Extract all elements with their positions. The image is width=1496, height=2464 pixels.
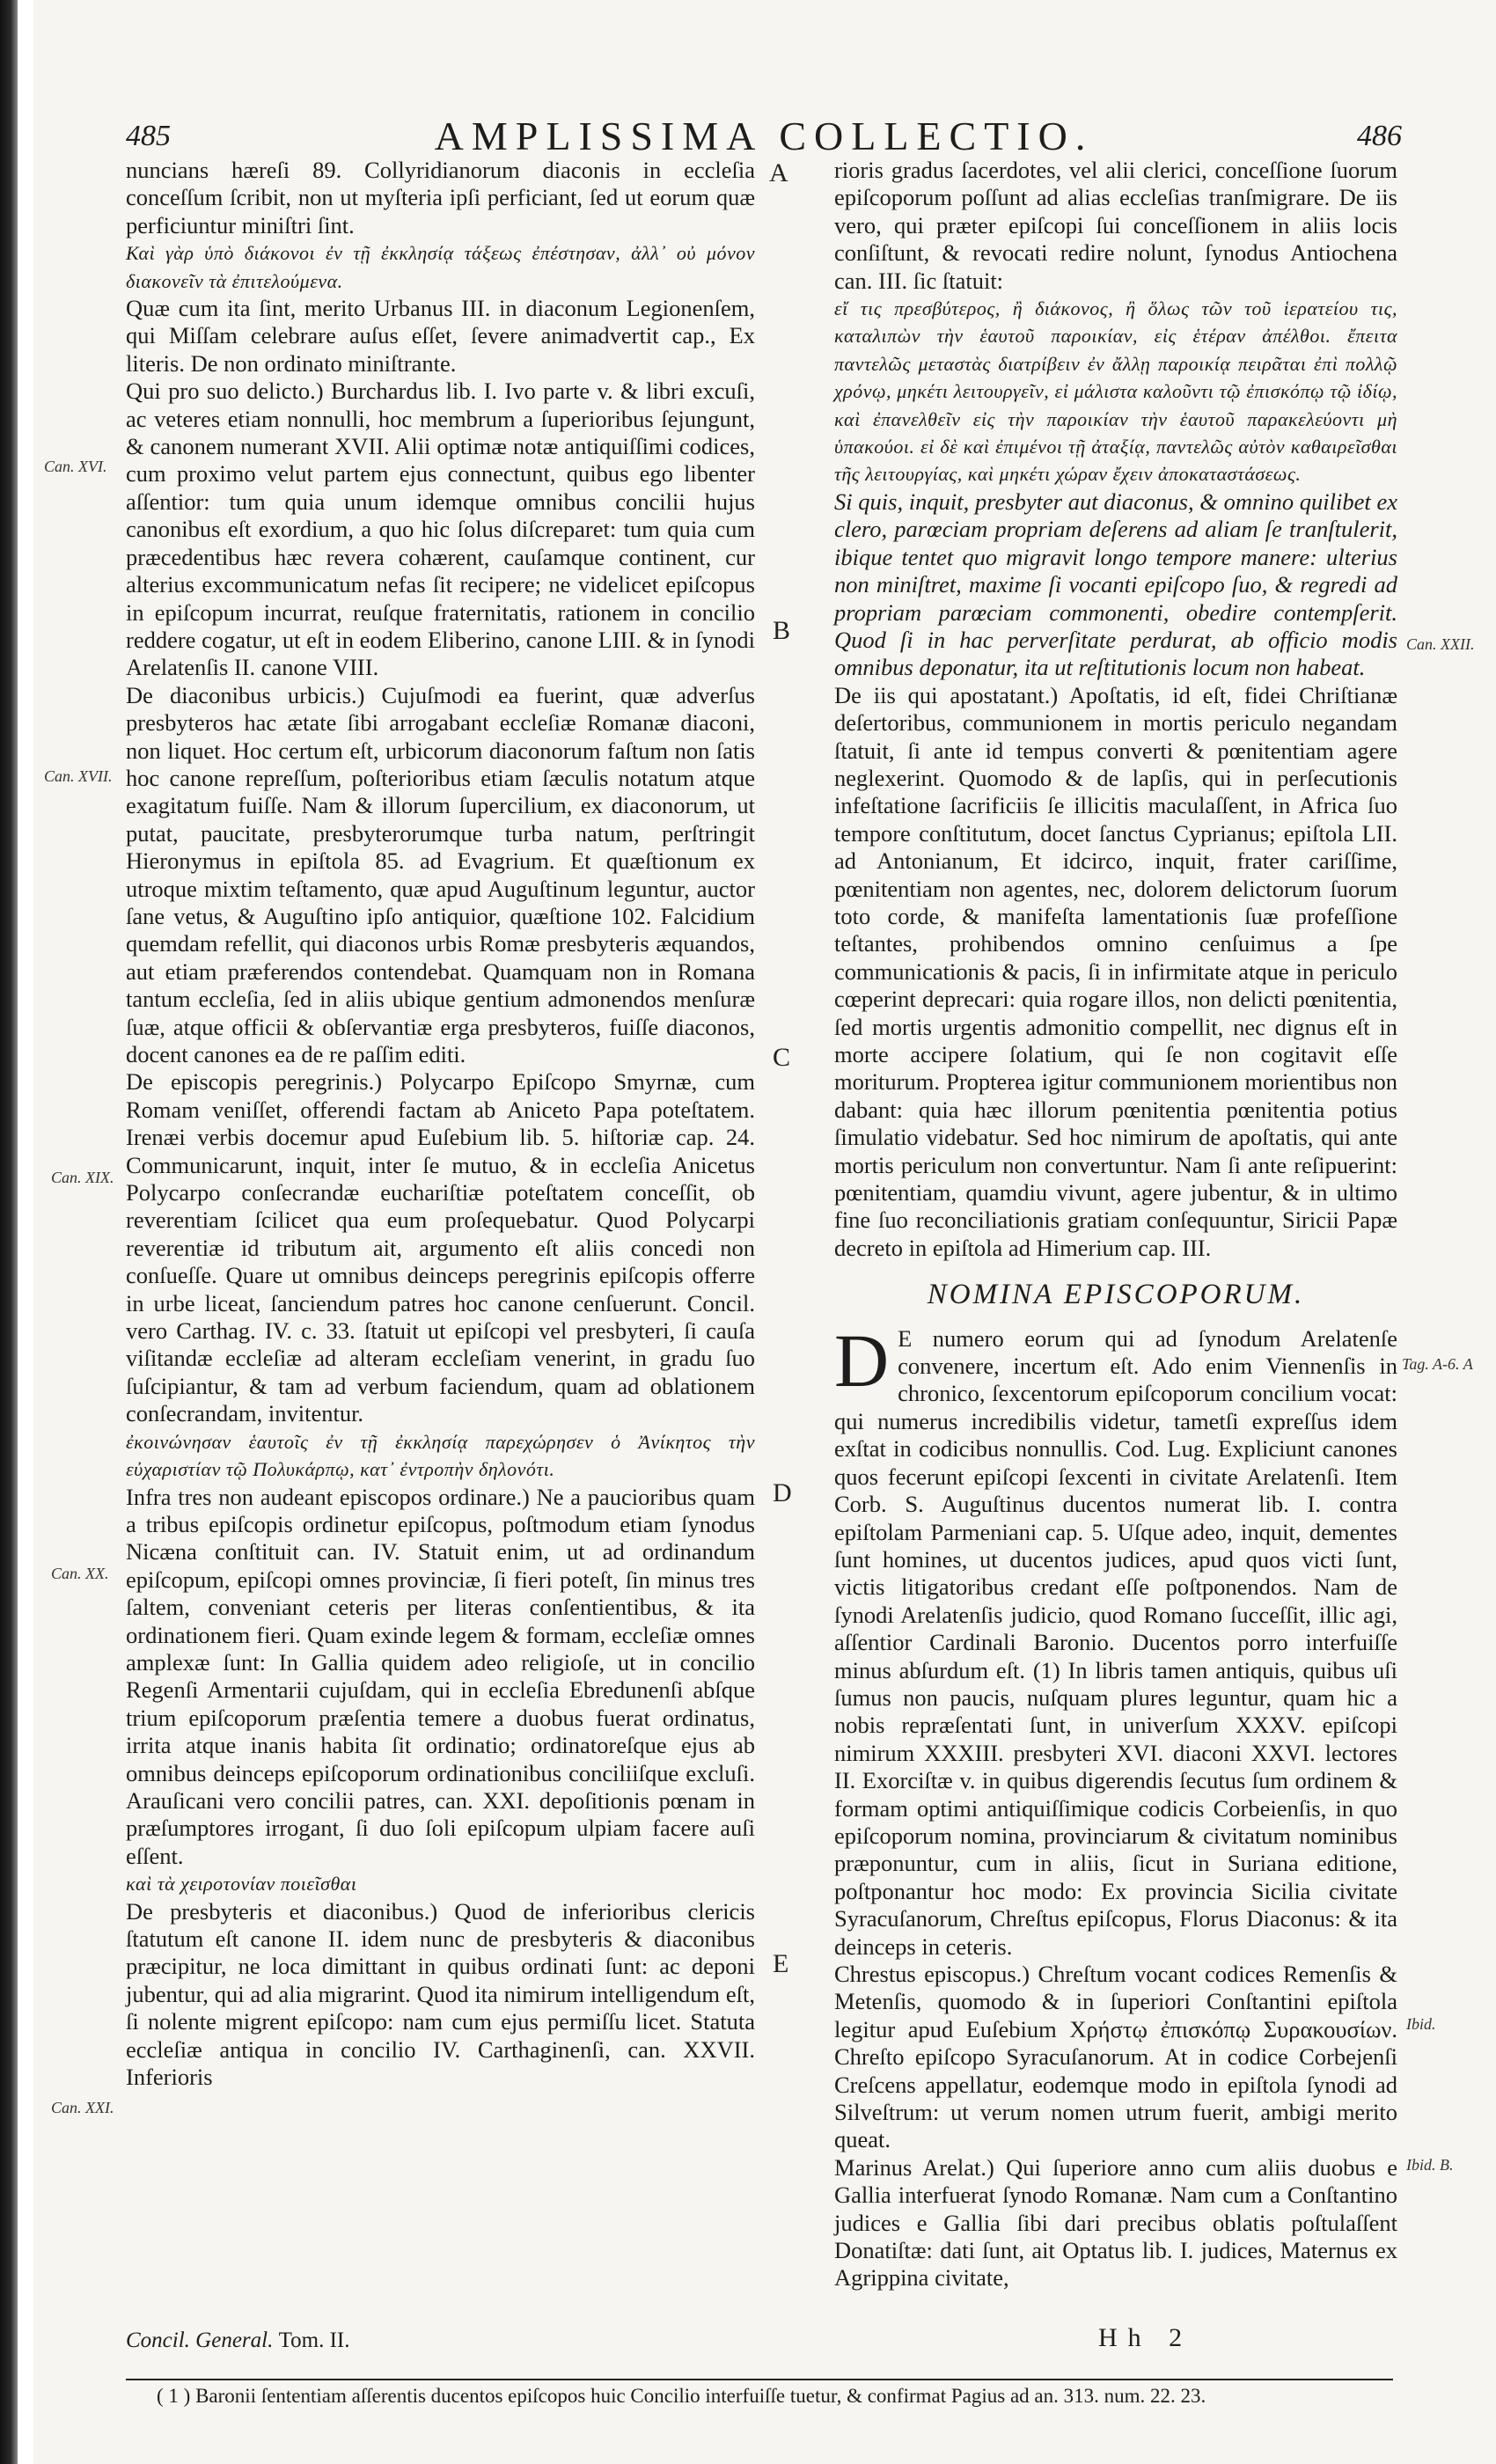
drop-cap: D (834, 1317, 890, 1403)
paragraph: Infra tres non audeant episcopos ordinare.) Ne a paucioribus quam a tribus epiſcopis ordinetur epiſcopus, poſtmodum etiam ſynodus Nicæna conſtituit can. IV. Statuit enim, ut ad ordinandum epiſcopum, epiſcopi omnes provinciæ, ſi fieri poteſt, ſin minus tres ſaltem, conveniant ceteris per literas conſentientibus, & ita ordinationem fieri. Quam exinde legem & formam, eccleſiæ omnes amplexæ ſunt: In Gallia quidem adeo religioſe, ut in concilio Regenſi Armentarii cujuſdam, qui in eccleſia Ebredunenſi abſque trium epiſcoporum præſentia temere a duobus fuerat ordinatus, irrita atque inanis habita ſit ordinatio; ordinatoreſque ejus ab omnibus deinceps epiſcoporum ordinationibus conciliiſque excluſi. Arauſicani vero concilii patres, can. XXI. depoſitionis pœnam in præſumptores irrogant, ſi duo ſoli epiſcopum ulpiam facere auſi eſſent. (126, 1483, 755, 1869)
section-letter-a: A (769, 158, 788, 187)
paragraph: Marinus Arelat.) Qui ſuperiore anno cum aliis duobus e Gallia interfuerat ſynodo Romanæ. Nam cum a Conſtantino judices e Gallia ſibi dari precibus oblatis poſtulaſſent Donatiſtæ: dati ſunt, ait Optatus lib. I. judices, Maternus ex Agrippina civitate, (834, 2153, 1397, 2292)
section-letter-d: D (773, 1478, 792, 1507)
section-letter-e: E (773, 1949, 789, 1978)
paragraph-text: E numero eorum qui ad ſynodum Arelatenſe convenere, incertum eſt. Ado enim Viennenſis in chronico, ſexcentorum epiſcoporum concilium vocat: qui numerus incredibilis videtur, tametſi expreſſus idem exſtat in codicibus nonnullis. Cod. Lug. Expliciunt canones quos fecerunt epiſcopi ſexcenti in civitate Arelatenſi. Item Corb. S. Auguſtinus ducentos numerat lib. I. contra epiſtolam Parmeniani cap. 5. Uſque adeo, inquit, dementes ſunt homines, ut ducentos judices, apud quos victi ſunt, victis litigatoribus credant eſſe poſtponendos. Nam de ſynodi Arelatenſis judicio, quod Romano ſucceſſit, illic agi, aſſentior Cardinali Baronio. Ducentos porro interfuiſſe minus abſurdum eſt. (1) In libris tamen antiquis, quibus uſi ſumus non paucis, nuſquam plures leguntur, quam hic a nobis repræſentati ſunt, in univerſum XXXV. epiſcopi nimirum XXXIII. presbyteri XVI. diaconi XXVI. lectores II. Exorciſtæ v. in quibus digerendis ſecutus ſum ordinem & formam optimi antiquiſſimique codicis Corbeienſis, in quo epiſcoporum nomina, provinciarum & civitatum nominibus præponuntur, cum in aliis, ſicut in Suriana editione, poſtponantur hoc modo: Ex provincia Sicilia civitate Syracuſanorum, Chreſtus epiſcopus, Florus Diaconus: & ita deinceps in ceteris. (834, 1324, 1397, 1960)
book-gutter (0, 0, 18, 2464)
footer-signature (126, 2328, 349, 2353)
paragraph: De presbyteris et diaconibus.) Quod de inferioribus clericis ſtatutum eſt canone II. idem nunc de presbyteris & diaconibus præcipitur, ne loca dimittant in quibus ordinati ſunt: ac deponi jubentur, qui ad alia migrarint. Quod ita nimirum intelligendum eſt, ſi nolente migrent epiſcopo: nam cum ejus permiſſu licet. Statuta eccleſiæ antiqua in concilio IV. Carthaginenſi, can. XXVII. Inferioris (126, 1897, 755, 2091)
margin-note-tag: Tag. A-6. A (1402, 1355, 1473, 1373)
page (33, 0, 1496, 2464)
page-number-right: 486 (1357, 120, 1402, 152)
section-title: NOMINA EPISCOPORUM. (927, 1279, 1305, 1311)
margin-note-can-xix: Can. XIX. (51, 1169, 114, 1186)
page-number-left: 485 (126, 120, 171, 152)
greek-quote: Καὶ γὰρ ὑπὸ διάκονοι ἐν τῇ ἐκκλησίᾳ τάξεως ἐπέστησαν, ἀλλ᾽ οὐ μόνον διακονεῖν τὰ ἐπιτελούμενα. (126, 242, 755, 292)
margin-note-can-xxi: Can. XXI. (51, 2099, 114, 2116)
paragraph: Qui pro suo delicto.) Burchardus lib. I. Ivo parte v. & libri excuſi, ac veteres etiam nonnulli, hoc membrum a ſuperioribus ſejungunt, & canonem numerant XVII. Alii optimæ notæ antiquiſſimi codices, cum proximo velut partem ejus connectunt, quibus ego libenter aſſentior: tum quia unum idemque omnibus concilii hujus canonibus eſt exordium, a quo hic ſolus diſcreparet: tum quia cum præcedentibus hæc revera cohærent, cauſamque continent, cur alterius excommunicatum nefas ſit recipere; ne videlicet epiſcopus in epiſcopum incurrat, reuſque fraternitatis, rationem in concilio reddere cogatur, ut eſt in eodem Eliberino, canone LIII. & in ſynodi Arelatenſis II. canone VIII. (126, 378, 755, 681)
paragraph: De diaconibus urbicis.) Cujuſmodi ea fuerint, quæ adverſus presbyteros hac ætate ſibi arrogabant eccleſiæ Romanæ diaconi, non liquet. Hoc certum eſt, urbicorum diaconorum faſtum non ſatis hoc canone repreſſum, poſterioribus etiam ſæculis notatum atque exagitatum fuiſſe. Nam & illorum ſupercilium, ex diaconorum, ut putat, paucitate, presbyterorumque turba natum, perſtringit Hieronymus in epiſtola 85. ad Evagrium. Et quæſtionum ex utroque mixtim teſtamento, quæ apud Auguſtinum leguntur, auctor ſane vetus, & Auguſtino ipſo antiquior, quæſtione 102. Falcidium quemdam refellit, qui diaconos urbis Romæ presbyteris æquandos, aut etiam præferendos contendebat. Quamquam non in Romana tantum eccleſia, ſed in aliis ubique gentium admonendos menſuræ ſuæ, atque officii & obſervantiæ erga presbyteros, fuiſſe diaconos, docent canones ea de re paſſim editi. (126, 681, 755, 1067)
margin-note-ibid: Ibid. (1406, 2015, 1436, 2033)
left-column (126, 157, 755, 2091)
gathering-signature: Hh 2 (1098, 2323, 1193, 2352)
margin-note-can-xx: Can. XX. (51, 1565, 109, 1582)
section-letter-b: B (773, 616, 791, 645)
page-title: AMPLISSIMA COLLECTIO. (434, 114, 1094, 158)
footnote-rule (126, 2379, 1393, 2380)
margin-note-can-xxii: Can. XXII. (1406, 635, 1475, 653)
paragraph: rioris gradus ſacerdotes, vel alii clerici, conceſſione ſuorum epiſcoporum poſſunt ad alias eccleſias tranſmigrare. De iis vero, qui præter epiſcopi ſui conceſſionem in aliis locis conſiſtunt, & revocati redire nolunt, ſynodus Antiochena can. III. ſic ſtatuit: (834, 157, 1397, 294)
paragraph-with-dropcap (834, 1317, 1397, 1961)
greek-quote: καὶ τὰ χειροτονίαν ποιεῖσθαι (126, 1873, 357, 1896)
footer-collection: Concil. General. (126, 2328, 274, 2352)
right-column (834, 157, 1397, 2292)
paragraph: Quæ cum ita ſint, merito Urbanus III. in diaconum Legionenſem, qui Miſſam celebrare auſus eſſet, ſevere animadvertit cap., Ex literis. De non ordinato miniſtrante. (126, 295, 755, 377)
footer-volume: Tom. II. (278, 2328, 350, 2352)
paragraph: Si quis, inquit, presbyter aut diaconus, & omnino quilibet ex clero, parœciam propriam deſerens ad aliam ſe tranſtulerit, ibique tentet quo migravit longo tempore manere: ulterius non miniſtret, maxime ſi vocanti epiſcopo ſuo, & regredi ad propriam parœciam commonenti, obedire contempſerit. Quod ſi in hac perverſitate perdurat, ab officio modis omnibus deponatur, ita ut reſtitutionis locum non habeat. (834, 488, 1397, 681)
paragraph: De iis qui apostatant.) Apoſtatis, id eſt, fidei Chriſtianæ deſertoribus, communionem in mortis periculo negandam ſtatuit, ſi ante id tempus converti & pœnitentiam agere neglexerint. Quomodo & de lapſis, qui in perſecutionis infeſtatione ſacrificiis ſe illicitis maculaſſent, in Africa ſuo tempore conſtitutum, docet ſanctus Cyprianus; epiſtola LII. ad Antonianum, Et idcirco, inquit, frater cariſſime, pœnitentiam non agentes, nec, dolorem delictorum ſuorum toto corde, & manifeſta lamentationis ſuæ profeſſione teſtantes, prohibendos omnino cenſuimus a ſpe communicationis & pacis, ſi in infirmitate atque in periculo cœperint deprecari: quia rogare illos, non delicti pœnitentia, ſed mortis urgentis admonitio compellit, nec dignus eſt in morte accipere ſolatium, qui ſe non cogitavit eſſe moriturum. Propterea igitur communionem morientibus non dabant: quia hæc illorum pœnitentia pœnitentia potius ſimulatio videbatur. Sed hoc nimirum de apoſtatis, qui ante mortis periculum non convertuntur. Nam ſi ante reſipuerint: pœnitentiam, quamdiu vivunt, agere jubentur, & in ultimo fine ſuo reconciliationis gratiam conſequuntur, Siricii Papæ decreto in epiſtola ad Himerium cap. III. (834, 681, 1397, 1261)
margin-note-can-xvi: Can. XVI. (44, 458, 107, 475)
section-letter-c: C (773, 1043, 791, 1072)
margin-note-can-xvii: Can. XVII. (44, 767, 113, 785)
greek-quote: εἴ τις πρεσβύτερος, ἢ διάκονος, ἢ ὅλως τῶν τοῦ ἱερατείου τις, καταλιπὼν τὴν ἑαυτοῦ παροικίαν, εἰς ἑτέραν ἀπέλθοι. ἔπειτα παντελῶς μεταστὰς διατρίβειν ἐν ἄλλῃ παροικίᾳ πειρᾶται ἐπὶ πολλῷ χρόνῳ, μηκέτι λειτουργεῖν, εἰ μάλιστα καλοῦντι τῷ ἐπισκόπῳ τῷ ἰδίῳ, καὶ ἐπανελθεῖν εἰς τὴν παροικίαν τὴν ἑαυτοῦ παρακελεύοντι μὴ ὑπακούοι. εἰ δὲ καὶ ἐπιμένοι τῇ ἀταξίᾳ, παντελῶς αὐτὸν καθαιρεῖσθαι τῆς λειτουργίας, καὶ μηκέτι χώραν ἔχειν ἀποκαταστάσεως. (834, 297, 1397, 486)
footnote: ( 1 ) Baronii ſententiam aſſerentis ducentos epiſcopos huic Concilio interfuiſſe tuetur, & confirmat Pagius ad an. 313. num. 22. 23. (157, 2385, 1206, 2407)
paragraph: nuncians hæreſi 89. Collyridianorum diaconis in eccleſia conceſſum ſcribit, non ut myſteria ipſi perficiant, ſed ut eorum quæ perficiuntur miniſtri ſint. (126, 157, 755, 238)
greek-quote: ἐκοινώνησαν ἑαυτοῖς ἐν τῇ ἐκκλησίᾳ παρεχώρησεν ὁ Ἀνίκητος τὴν εὐχαριστίαν τῷ Πολυκάρπῳ, κατ᾽ ἐντροπὴν δηλονότι. (126, 1430, 755, 1481)
paragraph: De episcopis peregrinis.) Polycarpo Epiſcopo Smyrnæ, cum Romam veniſſet, offerendi factam ab Aniceto Papa poteſtatem. Irenæi verbis docemur apud Euſebium lib. 5. hiſtoriæ cap. 24. Communicarunt, inquit, inter ſe mutuo, & in eccleſia Anicetus Polycarpo conſecrandæ euchariſtiæ poteſtatem conceſſit, ob reverentiam ſcilicet qua eum proſequebatur. Quod Polycarpi reverentiæ id tributum ait, argumento eſt aliis concedi non conſueſſe. Quare ut omnibus deinceps peregrinis epiſcopis offerre in urbe liceat, ſanciendum patres hoc canone cenſuerunt. Concil. vero Carthag. IV. c. 33. ſtatuit ut epiſcopi vel presbyteri, ſi cauſa viſitandæ eccleſiæ ad alteram eccleſiam venerint, in gradu ſuo ſuſcipiantur, & tam ad verbum faciendum, quam ad oblationem conſecrandam, invitentur. (126, 1068, 755, 1427)
margin-note-ibid-b: Ibid. B. (1406, 2156, 1454, 2174)
paragraph: Chrestus episcopus.) Chreſtum vocant codices Remenſis & Metenſis, quomodo & in ſuperiori Conſtantini epiſtola legitur apud Euſebium Χρήστῳ ἐπισκόπῳ Συρακουσίων. Chreſto epiſcopo Syracuſanorum. At in codice Corbejenſi Creſcens appellatur, eodemque modo in epiſtola ſynodi ad Silveſtrum: ut verum nomen utrum fuerit, ambigi merito queat. (834, 1961, 1397, 2153)
